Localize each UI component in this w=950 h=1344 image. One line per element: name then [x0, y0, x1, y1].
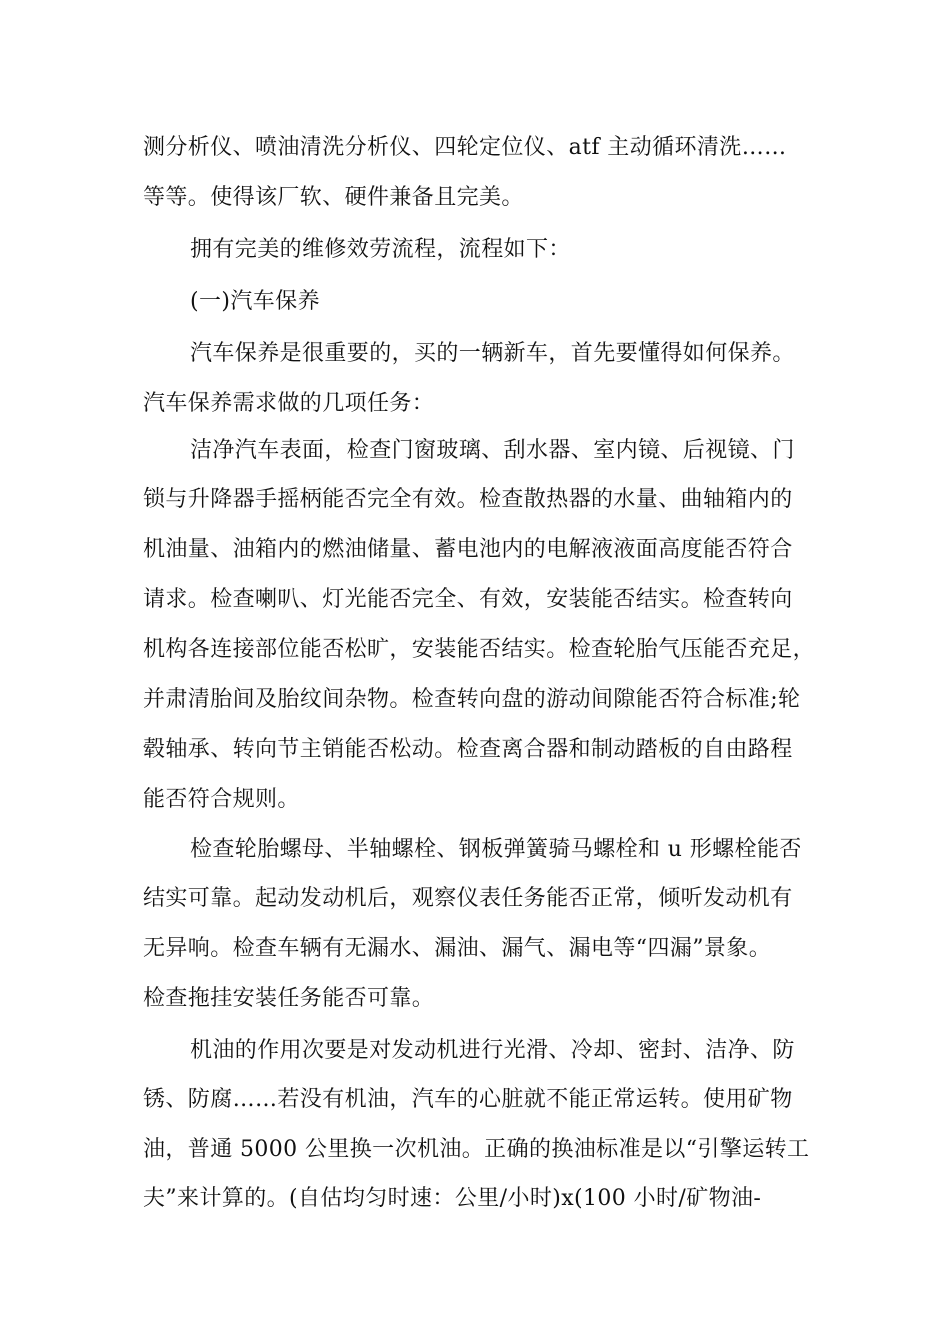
text-line: 夫”来计算的。(自估均匀时速：公里/小时)x(100 小时/矿物油- — [143, 1186, 762, 1211]
text-line: 等等。使得该厂软、硬件兼备且完美。 — [143, 185, 524, 210]
paragraph-line: 机油的作用次要是对发动机进行光滑、冷却、密封、洁净、防 — [190, 1038, 795, 1063]
text-line: 油，普通 5000 公里换一次机油。正确的换油标准是以“引擎运转工 — [143, 1137, 810, 1162]
text-line: 汽车保养需求做的几项任务： — [143, 391, 435, 416]
text-line: 并肃清胎间及胎纹间杂物。检查转向盘的游动间隙能否符合标准;轮 — [143, 687, 801, 712]
paragraph-line: 汽车保养是很重要的，买的一辆新车，首先要懂得如何保养。 — [190, 341, 795, 366]
text-line: 无异响。检查车辆有无漏水、漏油、漏气、漏电等“四漏”景象。 — [143, 936, 772, 961]
text-line: 锁与升降器手摇柄能否完全有效。检查散热器的水量、曲轴箱内的 — [143, 487, 793, 512]
text-line: 机油量、油箱内的燃油储量、蓄电池内的电解液液面高度能否符合 — [143, 537, 793, 562]
section-heading: (一)汽车保养 — [190, 289, 320, 314]
paragraph-line: 检查轮胎螺母、半轴螺栓、钢板弹簧骑马螺栓和 u 形螺栓能否 — [190, 837, 802, 862]
text-line: 机构各连接部位能否松旷，安装能否结实。检查轮胎气压能否充足， — [143, 637, 816, 662]
text-line: 结实可靠。起动发动机后，观察仪表任务能否正常，倾听发动机有 — [143, 886, 793, 911]
text-line: 测分析仪、喷油清洗分析仪、四轮定位仪、atf 主动循环清洗…… — [143, 135, 787, 160]
text-line: 请求。检查喇叭、灯光能否完全、有效，安装能否结实。检查转向 — [143, 587, 793, 612]
text-line: 能否符合规则。 — [143, 787, 300, 812]
text-line: 锈、防腐……若没有机油，汽车的心脏就不能正常运转。使用矿物 — [143, 1087, 793, 1112]
text-line: 毂轴承、转向节主销能否松动。检查离合器和制动踏板的自由路程 — [143, 737, 793, 762]
paragraph-line: 拥有完美的维修效劳流程，流程如下： — [190, 237, 571, 262]
paragraph-line: 洁净汽车表面，检查门窗玻璃、刮水器、室内镜、后视镜、门 — [190, 438, 795, 463]
text-line: 检查拖挂安装任务能否可靠。 — [143, 986, 435, 1011]
